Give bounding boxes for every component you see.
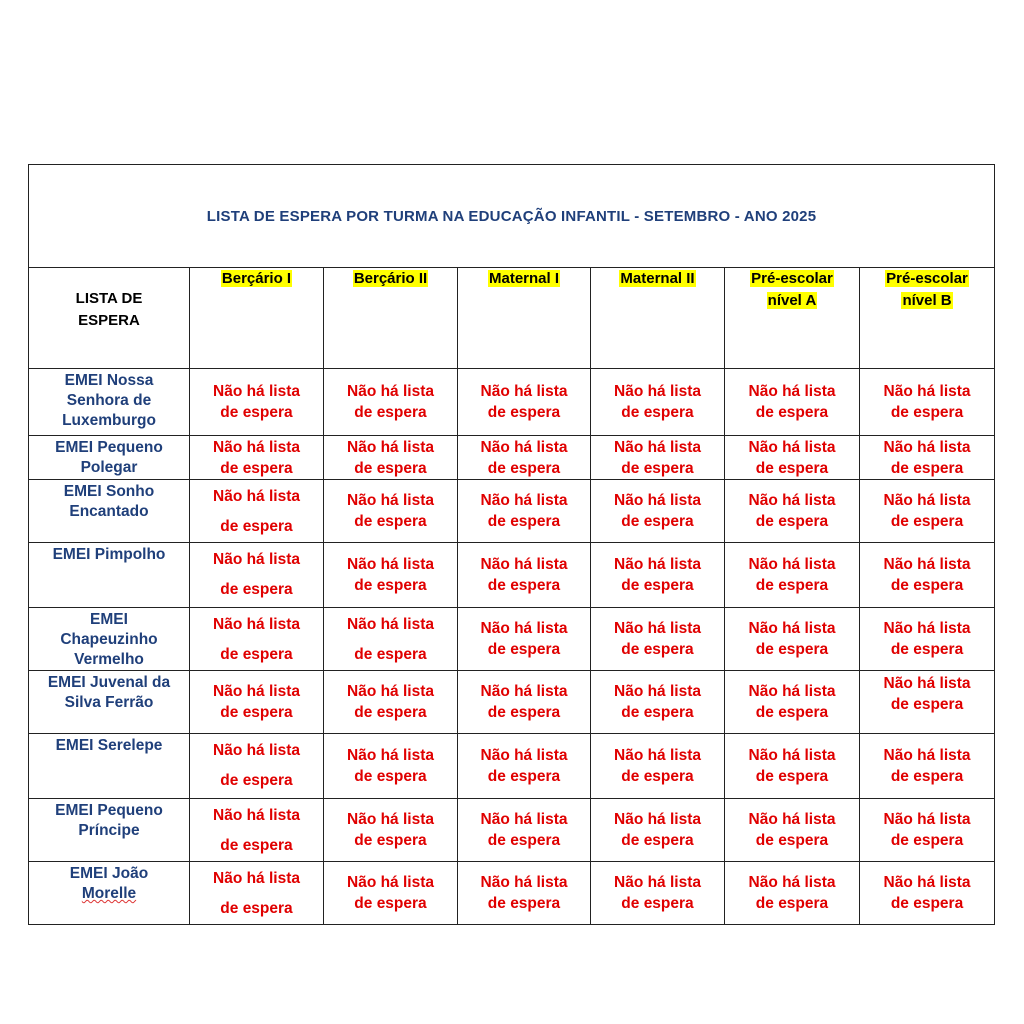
status-cell	[725, 734, 860, 799]
status-line: Não há lista	[748, 683, 836, 700]
status-line: de espera	[354, 646, 427, 663]
status-line: de espera	[354, 513, 427, 530]
school-name	[29, 799, 190, 862]
status-cell	[591, 369, 725, 436]
status-line: Não há lista	[480, 747, 568, 764]
status-cell	[324, 369, 458, 436]
status-cell	[324, 799, 458, 862]
status-line: de espera	[755, 404, 829, 421]
school-name	[29, 436, 190, 480]
status-line: Não há lista	[883, 747, 971, 764]
table-row	[29, 799, 995, 862]
status-line: Não há lista	[614, 874, 701, 891]
status-line: Não há lista	[347, 874, 434, 891]
status-line: de espera	[621, 641, 694, 658]
col-header-label: Pré-escolar	[751, 270, 833, 287]
status-cell	[860, 436, 995, 480]
status-cell	[725, 436, 860, 480]
status-cell	[458, 862, 591, 925]
status-cell	[591, 671, 725, 734]
status-cell	[725, 369, 860, 436]
school-line: Silva Ferrão	[64, 694, 154, 711]
table-row	[29, 369, 995, 436]
status-line: Não há lista	[614, 439, 701, 456]
status-line: Não há lista	[347, 492, 434, 509]
status-line: de espera	[621, 460, 694, 477]
school-line: Morelle	[81, 885, 137, 902]
status-line: de espera	[890, 895, 964, 912]
corner-header	[29, 268, 190, 369]
table-row	[29, 608, 995, 671]
school-line: EMEI Nossa	[64, 372, 154, 389]
corner-header-line1: LISTA DE	[75, 290, 143, 307]
status-line: de espera	[890, 768, 964, 785]
status-line: Não há lista	[347, 556, 434, 573]
status-line: de espera	[890, 696, 964, 713]
status-cell	[591, 480, 725, 543]
status-cell	[190, 734, 324, 799]
school-line: Príncipe	[78, 822, 140, 839]
school-name	[29, 671, 190, 734]
school-line: Senhora de	[66, 392, 152, 409]
school-line: EMEI Serelepe	[55, 737, 163, 754]
school-line: EMEI Sonho	[63, 483, 155, 500]
status-line: Não há lista	[614, 811, 701, 828]
status-cell	[190, 799, 324, 862]
status-cell	[591, 799, 725, 862]
status-line: Não há lista	[748, 556, 836, 573]
status-line: Não há lista	[347, 383, 434, 400]
status-line: Não há lista	[480, 439, 568, 456]
school-line: EMEI Pequeno	[55, 802, 163, 819]
status-cell	[324, 862, 458, 925]
school-line: EMEI	[90, 611, 128, 628]
school-name	[29, 480, 190, 543]
status-line: Não há lista	[480, 620, 568, 637]
status-line: Não há lista	[883, 811, 971, 828]
col-header-label: Maternal I	[488, 270, 560, 287]
school-name	[29, 734, 190, 799]
col-header-label: Pré-escolar	[886, 270, 968, 287]
status-cell	[860, 543, 995, 608]
status-line: de espera	[487, 577, 561, 594]
school-line: Polegar	[80, 459, 138, 476]
school-line: EMEI Pimpolho	[52, 546, 166, 563]
status-cell	[591, 436, 725, 480]
status-line: de espera	[487, 895, 561, 912]
status-line: Não há lista	[748, 747, 836, 764]
status-line: Não há lista	[347, 747, 434, 764]
status-cell	[324, 480, 458, 543]
header-row	[29, 268, 995, 369]
status-line: de espera	[354, 404, 427, 421]
status-line: de espera	[755, 768, 829, 785]
status-line: de espera	[621, 704, 694, 721]
status-cell	[725, 799, 860, 862]
status-line: de espera	[755, 832, 829, 849]
status-cell	[458, 436, 591, 480]
status-cell	[591, 543, 725, 608]
status-cell	[324, 436, 458, 480]
school-line: Luxemburgo	[62, 412, 156, 429]
status-cell	[860, 734, 995, 799]
status-line: de espera	[220, 646, 293, 663]
status-line: de espera	[890, 577, 964, 594]
status-line: de espera	[220, 460, 293, 477]
status-line: de espera	[487, 832, 561, 849]
status-line: de espera	[621, 404, 694, 421]
col-header-pre-escolar-a	[725, 268, 860, 369]
status-line: de espera	[621, 513, 694, 530]
status-line: Não há lista	[883, 383, 971, 400]
status-line: Não há lista	[614, 620, 701, 637]
status-cell	[725, 671, 860, 734]
status-line: Não há lista	[883, 675, 971, 692]
status-line: Não há lista	[614, 492, 701, 509]
status-cell	[725, 608, 860, 671]
status-cell	[190, 671, 324, 734]
status-line: de espera	[220, 518, 293, 535]
status-cell	[860, 480, 995, 543]
col-header-maternal-2	[591, 268, 725, 369]
status-line: de espera	[890, 404, 964, 421]
status-cell	[725, 480, 860, 543]
status-cell	[591, 862, 725, 925]
status-cell	[725, 543, 860, 608]
status-line: Não há lista	[748, 492, 836, 509]
status-line: Não há lista	[748, 874, 836, 891]
table-row	[29, 671, 995, 734]
school-name	[29, 369, 190, 436]
status-line: de espera	[354, 577, 427, 594]
school-name	[29, 543, 190, 608]
status-line: de espera	[487, 704, 561, 721]
status-line: de espera	[220, 704, 293, 721]
status-line: Não há lista	[213, 616, 300, 633]
table-row	[29, 734, 995, 799]
status-cell	[458, 369, 591, 436]
status-cell	[190, 436, 324, 480]
col-header-label-2: nível A	[767, 292, 817, 309]
status-line: Não há lista	[213, 683, 300, 700]
status-line: de espera	[755, 704, 829, 721]
status-line: de espera	[621, 768, 694, 785]
status-line: de espera	[220, 581, 293, 598]
status-line: de espera	[755, 513, 829, 530]
status-line: de espera	[487, 460, 561, 477]
status-line: de espera	[755, 895, 829, 912]
school-line: EMEI Juvenal da	[47, 674, 171, 691]
status-line: de espera	[487, 641, 561, 658]
col-header-maternal-1	[458, 268, 591, 369]
status-line: Não há lista	[883, 620, 971, 637]
table-row	[29, 862, 995, 925]
table-row	[29, 436, 995, 480]
status-line: de espera	[220, 837, 293, 854]
status-line: de espera	[621, 895, 694, 912]
status-cell	[860, 862, 995, 925]
status-line: Não há lista	[748, 383, 836, 400]
status-cell	[324, 543, 458, 608]
status-line: de espera	[354, 704, 427, 721]
status-line: Não há lista	[213, 870, 300, 887]
status-line: de espera	[755, 460, 829, 477]
status-line: Não há lista	[213, 439, 300, 456]
col-header-label: Maternal II	[620, 270, 695, 287]
status-line: Não há lista	[748, 620, 836, 637]
status-line: de espera	[220, 772, 293, 789]
status-line: de espera	[755, 577, 829, 594]
status-line: de espera	[890, 460, 964, 477]
status-cell	[458, 671, 591, 734]
status-cell	[860, 671, 995, 734]
school-line: Encantado	[69, 503, 149, 520]
status-line: Não há lista	[347, 811, 434, 828]
status-cell	[190, 480, 324, 543]
status-line: Não há lista	[347, 439, 434, 456]
status-line: Não há lista	[213, 383, 300, 400]
status-line: Não há lista	[614, 556, 701, 573]
status-line: Não há lista	[480, 683, 568, 700]
status-line: de espera	[220, 900, 293, 917]
status-line: de espera	[487, 768, 561, 785]
status-cell	[324, 734, 458, 799]
status-line: de espera	[354, 895, 427, 912]
status-line: de espera	[755, 641, 829, 658]
waitlist-table	[28, 164, 995, 925]
status-cell	[591, 608, 725, 671]
school-name	[29, 608, 190, 671]
school-line: EMEI João	[69, 865, 149, 882]
status-line: Não há lista	[213, 742, 300, 759]
status-line: de espera	[621, 577, 694, 594]
status-line: de espera	[354, 768, 427, 785]
status-cell	[190, 369, 324, 436]
status-cell	[458, 543, 591, 608]
status-cell	[324, 608, 458, 671]
col-header-bercario-2	[324, 268, 458, 369]
status-cell	[190, 862, 324, 925]
status-cell	[190, 543, 324, 608]
status-cell	[860, 608, 995, 671]
table-row	[29, 543, 995, 608]
school-line: Vermelho	[74, 651, 144, 668]
status-line: de espera	[487, 513, 561, 530]
status-cell	[324, 671, 458, 734]
col-header-pre-escolar-b	[860, 268, 995, 369]
status-line: Não há lista	[614, 683, 701, 700]
status-line: Não há lista	[480, 811, 568, 828]
status-line: de espera	[220, 404, 293, 421]
status-cell	[458, 608, 591, 671]
corner-header-line2: ESPERA	[78, 312, 140, 329]
title-row	[29, 165, 995, 268]
school-line: Chapeuzinho	[60, 631, 158, 648]
status-line: de espera	[890, 641, 964, 658]
col-header-bercario-1	[190, 268, 324, 369]
status-line: Não há lista	[883, 874, 971, 891]
status-line: Não há lista	[748, 811, 836, 828]
status-line: Não há lista	[614, 383, 701, 400]
status-cell	[591, 734, 725, 799]
status-line: Não há lista	[614, 747, 701, 764]
status-line: Não há lista	[883, 492, 971, 509]
status-line: Não há lista	[347, 616, 434, 633]
school-line: EMEI Pequeno	[55, 439, 163, 456]
waitlist-document	[28, 164, 994, 925]
status-cell	[458, 799, 591, 862]
status-line: Não há lista	[480, 492, 568, 509]
status-line: Não há lista	[480, 383, 568, 400]
col-header-label-2: nível B	[902, 292, 952, 309]
table-row	[29, 480, 995, 543]
school-name	[29, 862, 190, 925]
status-line: de espera	[621, 832, 694, 849]
status-cell	[458, 480, 591, 543]
status-line: de espera	[487, 404, 561, 421]
status-cell	[190, 608, 324, 671]
status-cell	[860, 369, 995, 436]
status-cell	[725, 862, 860, 925]
status-line: Não há lista	[883, 556, 971, 573]
status-line: Não há lista	[347, 683, 434, 700]
status-line: Não há lista	[480, 874, 568, 891]
col-header-label: Berçário I	[221, 270, 292, 287]
status-line: Não há lista	[748, 439, 836, 456]
status-line: Não há lista	[480, 556, 568, 573]
status-cell	[458, 734, 591, 799]
status-line: de espera	[354, 460, 427, 477]
status-line: de espera	[890, 513, 964, 530]
status-line: Não há lista	[213, 551, 300, 568]
status-line: Não há lista	[883, 439, 971, 456]
table-title: LISTA DE ESPERA POR TURMA NA EDUCAÇÃO INFANTIL - SETEMBRO - ANO 2025	[29, 165, 995, 268]
status-line: de espera	[354, 832, 427, 849]
status-line: Não há lista	[213, 488, 300, 505]
col-header-label: Berçário II	[353, 270, 428, 287]
status-line: Não há lista	[213, 807, 300, 824]
status-cell	[860, 799, 995, 862]
status-line: de espera	[890, 832, 964, 849]
